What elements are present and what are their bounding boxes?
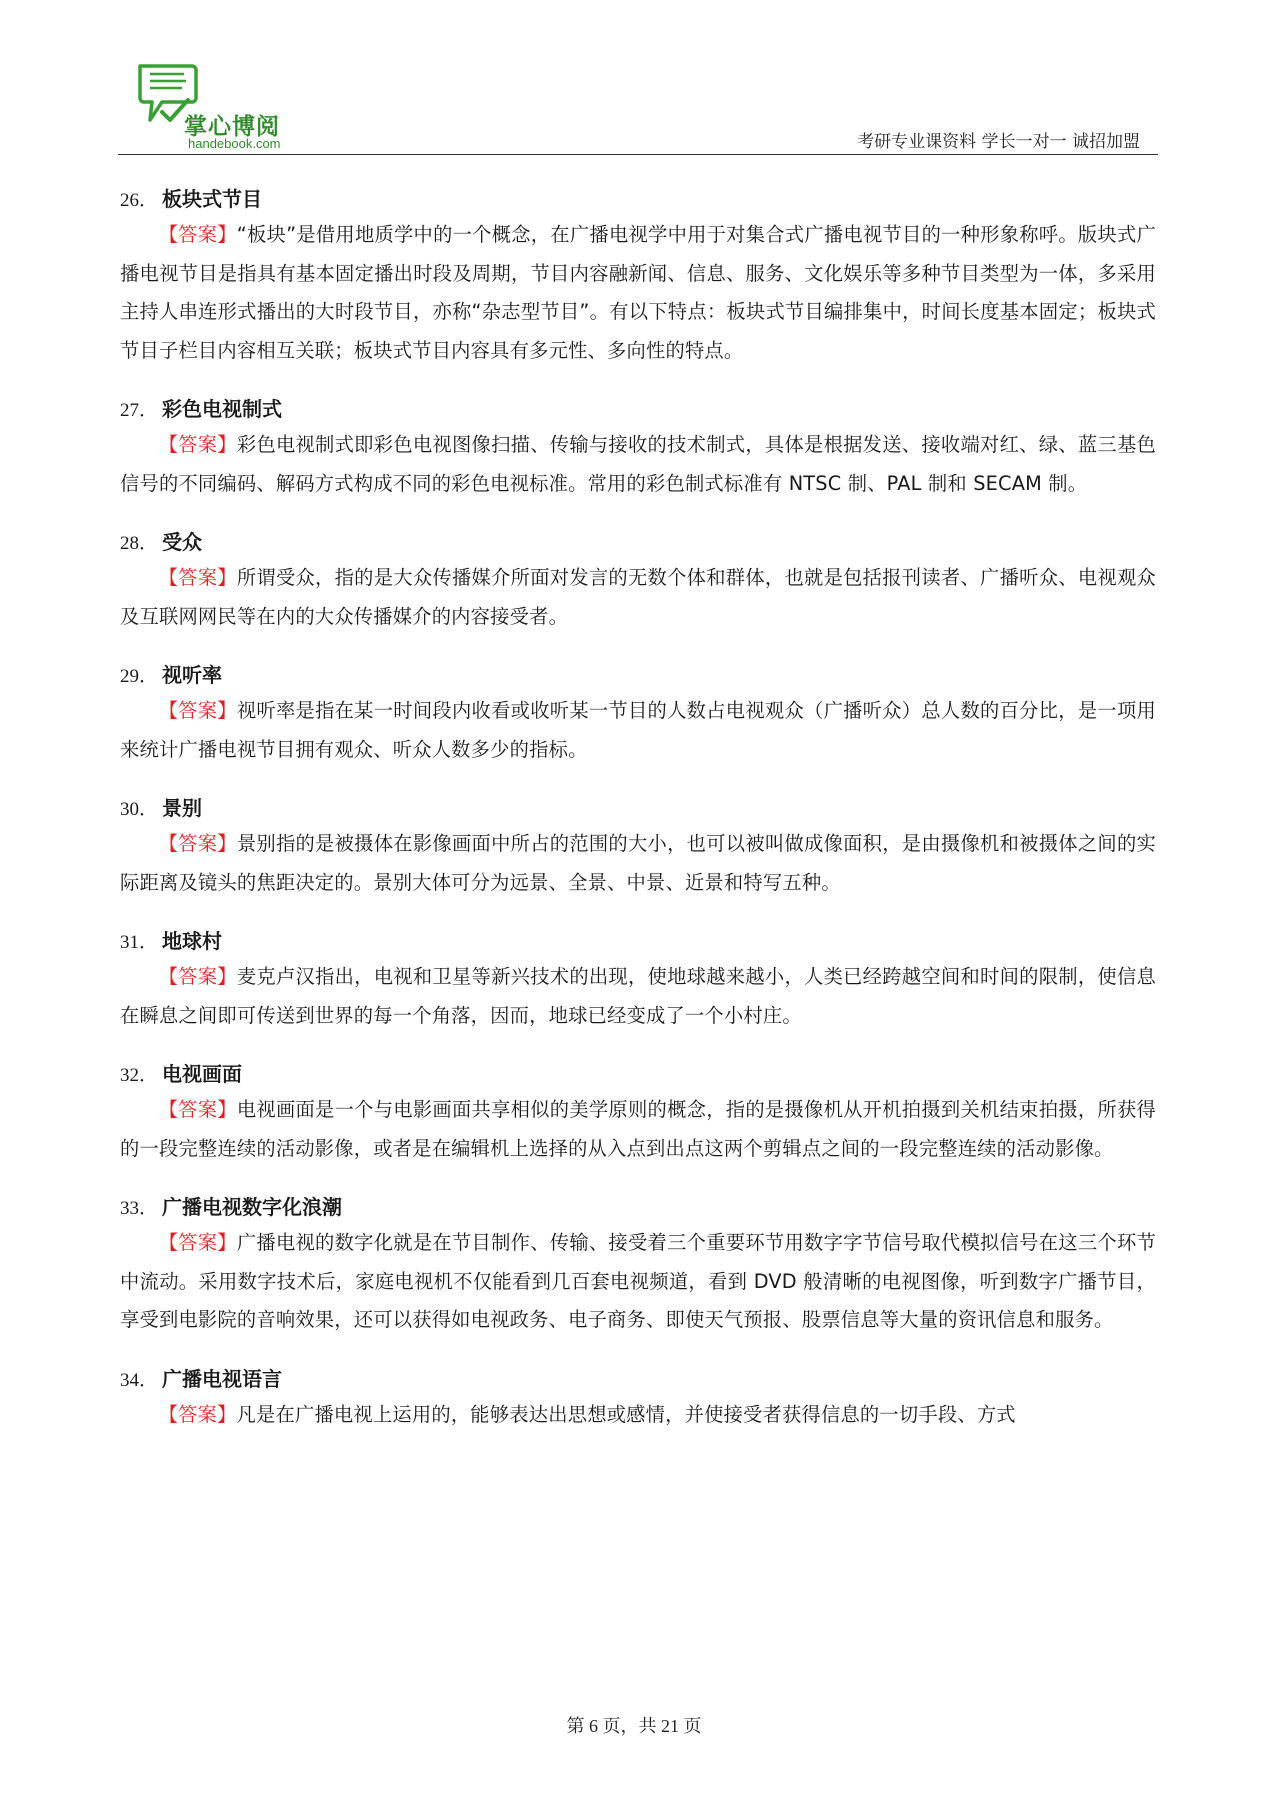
term-heading: [120, 1057, 1156, 1091]
term-entry: [120, 1362, 1156, 1435]
term-title: 地球村: [162, 929, 223, 953]
term-title: 受众: [162, 530, 203, 554]
term-answer: [120, 1091, 1156, 1168]
term-title: 景别: [162, 796, 203, 820]
term-number: 31．: [120, 932, 159, 953]
header-divider: [118, 154, 1158, 155]
term-entry: [120, 1190, 1156, 1340]
term-title: 彩色电视制式: [162, 397, 283, 421]
term-number: 33．: [120, 1198, 159, 1219]
term-number: 32．: [120, 1065, 159, 1086]
answer-label: 【答案】: [158, 1231, 237, 1254]
logo-text: 掌心博阅: [184, 114, 280, 140]
term-number: 30．: [120, 799, 159, 820]
answer-text: 广播电视的数字化就是在节目制作、传输、接受着三个重要环节用数字字节信号取代模拟信号在这三个环节中流动。采用数字技术后，家庭电视机不仅能看到几百套电视频道，看到 DVD 般清晰的电视图像，听到数字广播节目，享受到电影院的音响效果，还可以获得如电视政务、电子商务、即使天气预报、股票信息等大量的资讯信息和服务。: [120, 1231, 1156, 1331]
term-entry: [120, 658, 1156, 769]
term-answer: [120, 216, 1156, 370]
term-title: 板块式节目: [162, 187, 263, 211]
logo: [136, 60, 316, 150]
answer-text: “板块”是借用地质学中的一个概念，在广播电视学中用于对集合式广播电视节目的一种形象称呼。版块式广播电视节目是指具有基本固定播出时段及周期，节目内容融新闻、信息、服务、文化娱乐等多种节目类型为一体，多采用主持人串连形式播出的大时段节目，亦称“杂志型节目”。有以下特点：板块式节目编排集中，时间长度基本固定；板块式节目子栏目内容相互关联；板块式节目内容具有多元性、多向性的特点。: [120, 223, 1156, 362]
term-entry: [120, 182, 1156, 370]
term-heading: [120, 182, 1156, 216]
answer-label: 【答案】: [158, 699, 237, 722]
logo-url: handebook.com: [188, 136, 281, 151]
term-answer: [120, 426, 1156, 503]
term-title: 广播电视数字化浪潮: [162, 1195, 343, 1219]
term-number: 27．: [120, 400, 159, 421]
term-title: 广播电视语言: [162, 1366, 283, 1391]
term-heading: [120, 1362, 1156, 1396]
term-answer: [120, 1224, 1156, 1340]
answer-label: 【答案】: [158, 1402, 237, 1426]
term-entry: [120, 791, 1156, 902]
term-answer: [120, 825, 1156, 902]
term-answer: [120, 692, 1156, 769]
term-title: 视听率: [162, 663, 223, 687]
term-number: 28．: [120, 533, 159, 554]
answer-text: 麦克卢汉指出，电视和卫星等新兴技术的出现，使地球越来越小，人类已经跨越空间和时间的限制，使信息在瞬息之间即可传送到世界的每一个角落，因而，地球已经变成了一个小村庄。: [120, 965, 1156, 1027]
answer-text: 凡是在广播电视上运用的，能够表达出思想或感情，并使接受者获得信息的一切手段、方式: [236, 1402, 1016, 1426]
term-heading: [120, 791, 1156, 825]
term-number: 29．: [120, 666, 159, 687]
term-heading: [120, 658, 1156, 692]
term-heading: [120, 1190, 1156, 1224]
term-title: 电视画面: [162, 1062, 243, 1086]
term-entry: [120, 525, 1156, 636]
term-number: 26．: [120, 190, 159, 211]
answer-text: 视听率是指在某一时间段内收看或收听某一节目的人数占电视观众（广播听众）总人数的百分比，是一项用来统计广播电视节目拥有观众、听众人数多少的指标。: [120, 699, 1156, 761]
page-footer: 第 6 页，共 21 页: [566, 1716, 702, 1736]
term-heading: [120, 924, 1156, 958]
answer-label: 【答案】: [158, 832, 237, 855]
header-tagline: 考研专业课资料 学长一对一 诚招加盟: [857, 132, 1140, 152]
term-answer: [120, 958, 1156, 1035]
answer-text: 所谓受众，指的是大众传播媒介所面对发言的无数个体和群体，也就是包括报刊读者、广播听众、电视观众及互联网网民等在内的大众传播媒介的内容接受者。: [120, 566, 1156, 628]
answer-text: 彩色电视制式即彩色电视图像扫描、传输与接收的技术制式，具体是根据发送、接收端对红、绿、蓝三基色信号的不同编码、解码方式构成不同的彩色电视标准。常用的彩色制式标准有 NTSC 制、PAL 制和 SECAM 制。: [120, 433, 1156, 495]
answer-label: 【答案】: [158, 566, 237, 589]
term-answer: [120, 559, 1156, 636]
term-entry: [120, 1057, 1156, 1168]
answer-label: 【答案】: [158, 223, 237, 246]
answer-label: 【答案】: [158, 1098, 237, 1121]
answer-text: 电视画面是一个与电影画面共享相似的美学原则的概念，指的是摄像机从开机拍摄到关机结束拍摄，所获得的一段完整连续的活动影像，或者是在编辑机上选择的从入点到出点这两个剪辑点之间的一段完整连续的活动影像。: [120, 1098, 1156, 1160]
term-entry: [120, 392, 1156, 503]
term-number: 34．: [120, 1369, 159, 1391]
answer-label: 【答案】: [158, 965, 237, 988]
answer-text: 景别指的是被摄体在影像画面中所占的范围的大小，也可以被叫做成像面积，是由摄像机和被摄体之间的实际距离及镜头的焦距决定的。景别大体可分为远景、全景、中景、近景和特写五种。: [120, 832, 1156, 894]
term-entry: [120, 924, 1156, 1035]
answer-label: 【答案】: [158, 433, 237, 456]
document-body: [120, 182, 1156, 1456]
term-heading: [120, 392, 1156, 426]
page-header: [118, 60, 1158, 156]
term-heading: [120, 525, 1156, 559]
term-answer: [120, 1396, 1156, 1435]
